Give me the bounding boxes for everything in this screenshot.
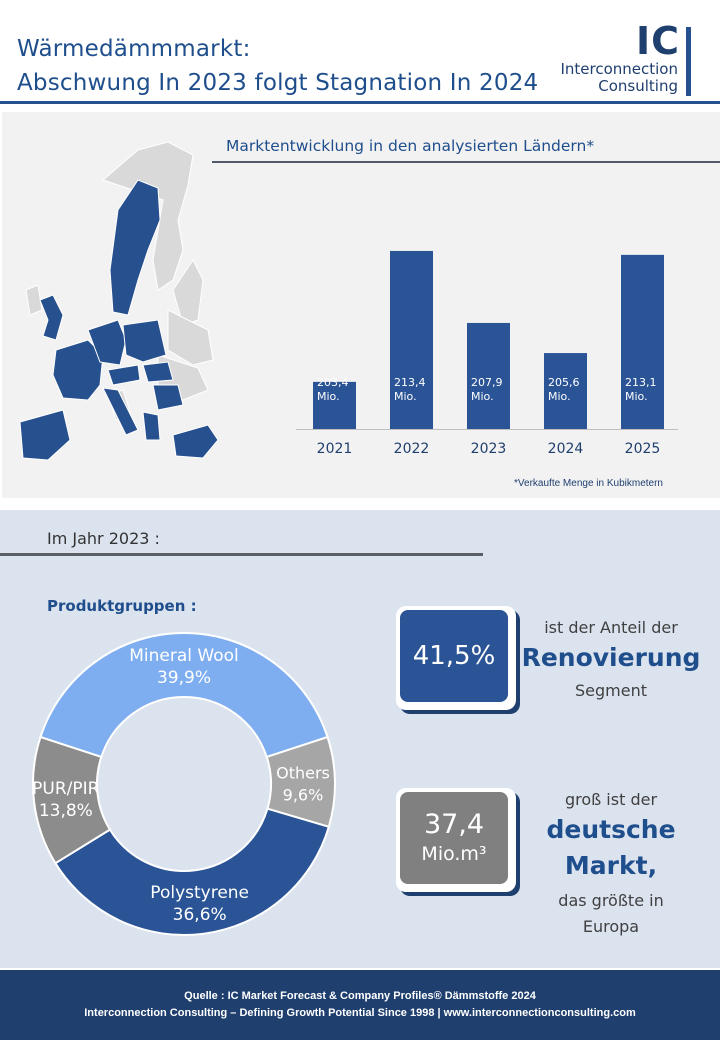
x-tick-2025: 2025 [624,441,661,457]
header-rule [0,101,720,104]
germany-stat-frame [396,788,516,892]
bar-label-value-2024: 205,6 [548,376,580,389]
logo-bar [686,27,691,96]
x-tick-2023: 2023 [470,441,507,457]
germany-stat-box [400,792,508,884]
chart-title: Marktentwicklung in den analysierten Ländern* [226,137,595,155]
footer [0,970,720,1040]
footer-tagline: Interconnection Consulting – Defining Growth Potential Since 1998 | www.interconnectionconsulting.com [84,1007,636,1019]
germany-text2: deutsche [546,815,676,844]
slice-name-pur-pir: PUR/PIR [32,779,100,800]
europe-map-icon [8,140,218,470]
logo-line2: Consulting [598,77,678,95]
bar-label-unit-2021: Mio. [317,390,340,403]
chart-footnote: *Verkaufte Menge in Kubikmetern [514,478,663,489]
slice-value-others: 9,6% [282,785,324,805]
bar-label-value-2022: 213,4 [394,376,426,389]
page-title-line2: Abschwung In 2023 folgt Stagnation In 2024 [17,70,539,96]
renovation-stat-box [400,610,508,702]
bar-label-value-2023: 207,9 [471,376,503,389]
renovation-text1: ist der Anteil der [544,618,678,637]
bar-label-unit-2025: Mio. [625,390,648,403]
slice-value-polystyrene: 36,6% [172,904,227,925]
slice-name-mineral-wool: Mineral Wool [129,646,239,666]
x-tick-2021: 2021 [316,441,353,457]
chart-title-rule [212,161,720,163]
bar-label-unit-2024: Mio. [548,390,571,403]
bar-label-unit-2022: Mio. [394,390,417,403]
section-rule [0,553,483,556]
slice-value-pur-pir: 13,8% [38,801,93,822]
germany-text5: Europa [582,917,640,936]
slice-name-polystyrene: Polystyrene [150,882,250,903]
footer-source: Quelle : IC Market Forecast & Company Profiles® Dämmstoffe 2024 [184,990,536,1002]
product-groups-donut-chart [28,618,354,948]
germany-stat-value1: 37,4 [423,809,485,840]
logo-mark: IC [636,19,681,63]
germany-text4: das größte in [558,891,664,910]
bar-label-value-2025: 213,1 [625,376,657,389]
renovation-stat-frame [396,606,516,710]
renovation-text3: Segment [575,681,647,700]
logo-line1: Interconnection [560,60,678,78]
market-bar-chart [296,200,686,470]
slice-name-others: Others [276,763,330,783]
germany-text3: Markt, [564,851,658,880]
bar-label-value-2021: 203,4 [317,376,349,389]
germany-stat-value2: Mio.m³ [421,843,487,865]
x-tick-2022: 2022 [393,441,430,457]
renovation-stat-value: 41,5% [412,641,496,671]
slice-value-mineral-wool: 39,9% [156,668,212,688]
product-groups-label: Produktgruppen : [47,597,197,615]
bar-label-unit-2023: Mio. [471,390,494,403]
page-title-line1: Wärmedämmmarkt: [17,36,251,62]
x-tick-2024: 2024 [547,441,584,457]
renovation-text2: Renovierung [521,643,701,672]
section-year-label: Im Jahr 2023 : [47,529,160,548]
germany-text1: groß ist der [564,790,658,809]
